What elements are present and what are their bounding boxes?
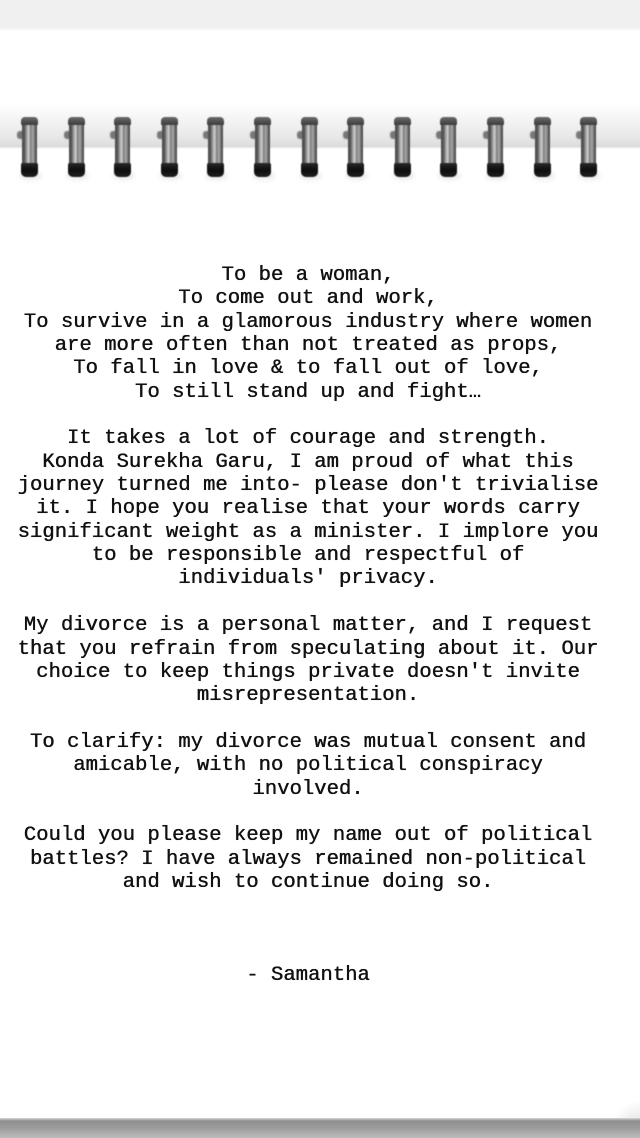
- page-bottom-shadow: [0, 1118, 640, 1138]
- spiral-ring-body: [395, 123, 410, 167]
- letter-paragraph: [0, 731, 616, 801]
- spiral-ring-body: [488, 123, 503, 167]
- letter-line: to be responsible and respectful of: [91, 544, 525, 568]
- spiral-ring-icon: [250, 117, 275, 178]
- spiral-ring-base: [440, 163, 457, 177]
- paragraph-spacer: [0, 708, 616, 731]
- top-status-band: [0, 0, 640, 28]
- letter-line: journey turned me into- please don't trivialise: [17, 474, 599, 498]
- spiral-ring-icon: [390, 117, 415, 178]
- spiral-ring-base: [347, 163, 364, 177]
- spiral-ring-icon: [17, 117, 42, 178]
- spiral-ring-body: [581, 123, 596, 167]
- letter-line: Could you please keep my name out of political: [23, 824, 593, 848]
- spiral-ring-base: [207, 163, 224, 177]
- spiral-ring-cap: [21, 117, 38, 125]
- letter-line: significant weight as a minister. I implore you: [17, 520, 599, 544]
- spiral-ring-icon: [157, 117, 182, 178]
- letter-line: involved.: [252, 777, 364, 801]
- spiral-ring-body: [348, 123, 363, 167]
- spiral-ring-cap: [580, 117, 597, 125]
- letter-line: are more often than not treated as props,: [54, 334, 562, 358]
- spiral-ring-base: [394, 163, 411, 177]
- letter-line: To survive in a glamorous industry where women: [23, 310, 593, 334]
- spiral-ring-cap: [394, 117, 411, 125]
- spiral-ring-icon: [64, 117, 89, 178]
- letter-line: individuals' privacy.: [178, 567, 438, 591]
- letter-line: Konda Surekha Garu, I am proud of what this: [42, 450, 574, 474]
- spiral-ring-icon: [436, 117, 461, 178]
- spiral-ring-cap: [534, 117, 551, 125]
- paragraph-spacer: [0, 591, 616, 614]
- spiral-ring-icon: [530, 117, 555, 178]
- spiral-ring-cap: [301, 117, 318, 125]
- letter-line: My divorce is a personal matter, and I request: [23, 614, 593, 638]
- spiral-ring-icon: [203, 117, 228, 178]
- spiral-ring-body: [535, 123, 550, 167]
- letter-line: battles? I have always remained non-political: [29, 847, 587, 871]
- spiral-ring-base: [68, 163, 85, 177]
- spiral-ring-icon: [110, 117, 135, 178]
- spiral-ring-base: [534, 163, 551, 177]
- signature-spacer: [0, 894, 616, 964]
- letter-body: [0, 264, 616, 988]
- letter-line: that you refrain from speculating about it. Our: [17, 637, 599, 661]
- letter-line: To come out and work,: [178, 287, 438, 311]
- spiral-ring-cap: [440, 117, 457, 125]
- letter-line: amicable, with no political conspiracy: [73, 754, 543, 778]
- spiral-ring-base: [21, 163, 38, 177]
- letter-line: To be a woman,: [221, 264, 395, 287]
- spiral-ring-icon: [297, 117, 322, 178]
- letter-line: misrepresentation.: [196, 684, 420, 708]
- spiral-ring-base: [580, 163, 597, 177]
- spiral-ring-body: [208, 123, 223, 167]
- spiral-ring-cap: [114, 117, 131, 125]
- spiral-ring-cap: [254, 117, 271, 125]
- spiral-ring-body: [162, 123, 177, 167]
- letter-paragraph: [0, 427, 616, 590]
- letter-paragraph: [0, 264, 616, 404]
- spiral-ring-base: [114, 163, 131, 177]
- spiral-ring-cap: [347, 117, 364, 125]
- letter-paragraph: [0, 824, 616, 894]
- letter-paragraph: [0, 614, 616, 707]
- spiral-ring-icon: [483, 117, 508, 178]
- spiral-ring-body: [22, 123, 37, 167]
- spiral-ring-body: [441, 123, 456, 167]
- spiral-ring-icon: [343, 117, 368, 178]
- spiral-ring-cap: [161, 117, 178, 125]
- spiral-ring-icon: [576, 117, 601, 178]
- letter-line: and wish to continue doing so.: [122, 870, 494, 894]
- spiral-ring-cap: [207, 117, 224, 125]
- spiral-ring-cap: [487, 117, 504, 125]
- spiral-ring-cap: [68, 117, 85, 125]
- spiral-ring-base: [301, 163, 318, 177]
- letter-line: It takes a lot of courage and strength.: [67, 427, 549, 451]
- paragraph-spacer: [0, 801, 616, 824]
- letter-line: To clarify: my divorce was mutual consent and: [29, 730, 587, 754]
- letter-line: To still stand up and fight…: [134, 380, 482, 404]
- letter-line: choice to keep things private doesn't invite: [36, 660, 580, 684]
- letter-line: it. I hope you realise that your words carry: [36, 497, 580, 521]
- signature: - Samantha: [246, 964, 370, 988]
- spiral-ring-body: [255, 123, 270, 167]
- spiral-ring-base: [487, 163, 504, 177]
- spiral-ring-body: [302, 123, 317, 167]
- spiral-ring-base: [254, 163, 271, 177]
- letter-line: To fall in love & to fall out of love,: [73, 357, 543, 381]
- spiral-ring-body: [69, 123, 84, 167]
- spiral-ring-base: [161, 163, 178, 177]
- paragraph-spacer: [0, 404, 616, 427]
- spiral-ring-body: [115, 123, 130, 167]
